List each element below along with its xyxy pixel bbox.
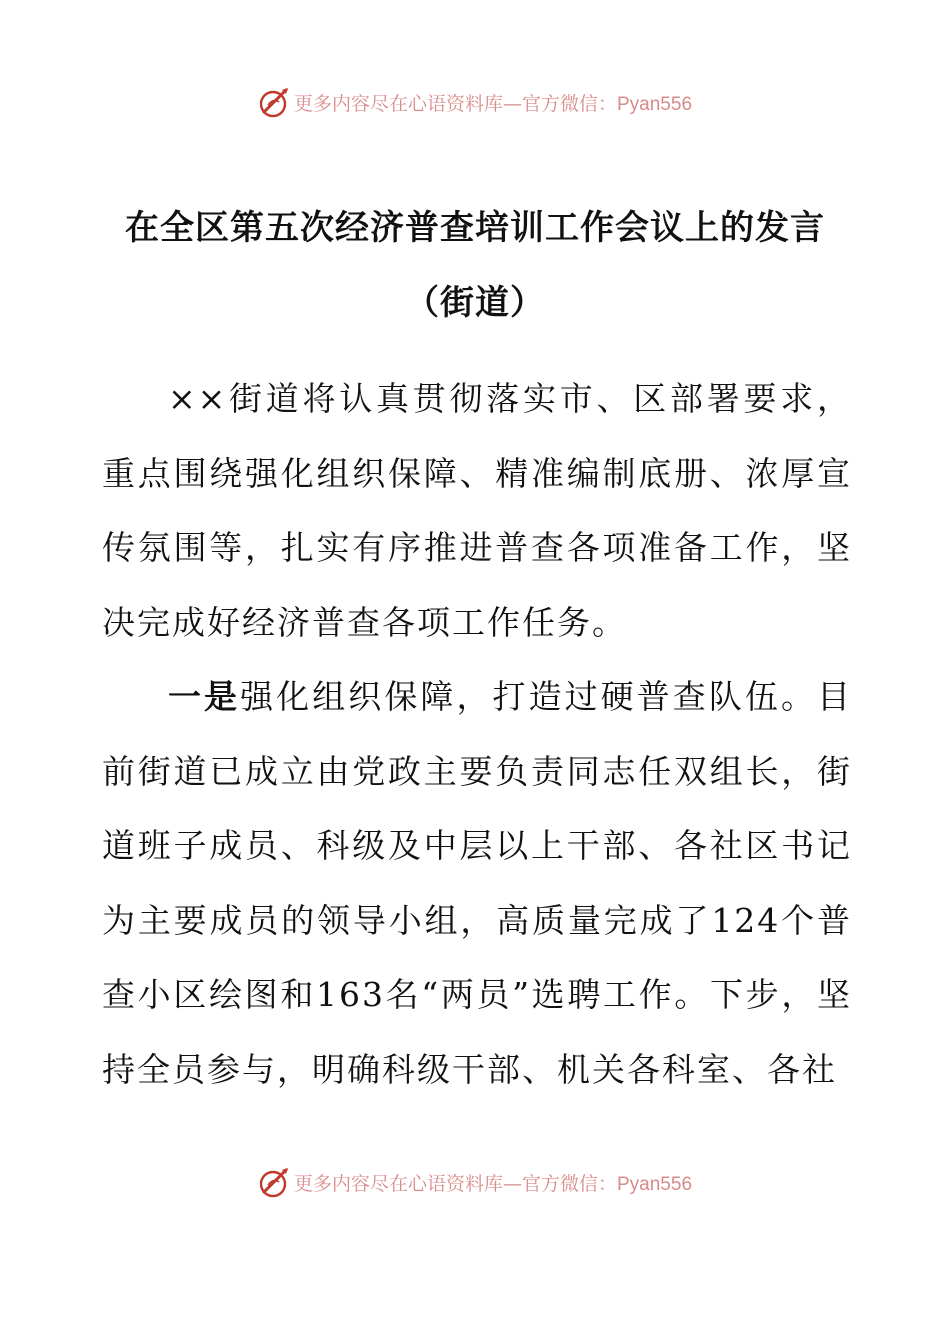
paragraph-point-one xyxy=(102,660,852,1107)
banner-wechat-id: Pyan556 xyxy=(617,1173,693,1195)
paragraph-lead: 一是 xyxy=(168,677,241,716)
document-title: 在全区第五次经济普查培训工作会议上的发言 xyxy=(125,208,825,248)
pen-logo-icon xyxy=(258,1165,292,1199)
paragraph-text: 强化组织保障，打造过硬普查队伍。目前街道已成立由党政主要负责同志任双组长，街道班子成员、科级及中层以上干部、各社区书记为主要成员的领导小组，高质量完成了124个普查小区绘图和163名“两员”选聘工作。下步，坚持全员参与，明确科级干部、机关各科室、各社 xyxy=(102,677,853,1089)
banner-wechat-id: Pyan556 xyxy=(617,93,693,115)
pen-logo-icon xyxy=(258,85,292,119)
document-subtitle: （街道） xyxy=(405,283,545,323)
paragraph-text: ××街道将认真贯彻落实市、区部署要求，重点围绕强化组织保障、精准编制底册、浓厚宣传氛围等，扎实有序推进普查各项准备工作，坚决完成好经济普查各项工作任务。 xyxy=(102,379,852,642)
banner-text: 更多内容尽在心语资料库—官方微信： xyxy=(293,1172,617,1195)
document-body xyxy=(102,362,852,1107)
paragraph-intro xyxy=(102,362,852,660)
footer-banner xyxy=(0,1162,950,1202)
banner-text: 更多内容尽在心语资料库—官方微信： xyxy=(293,92,617,115)
header-banner xyxy=(0,82,950,122)
